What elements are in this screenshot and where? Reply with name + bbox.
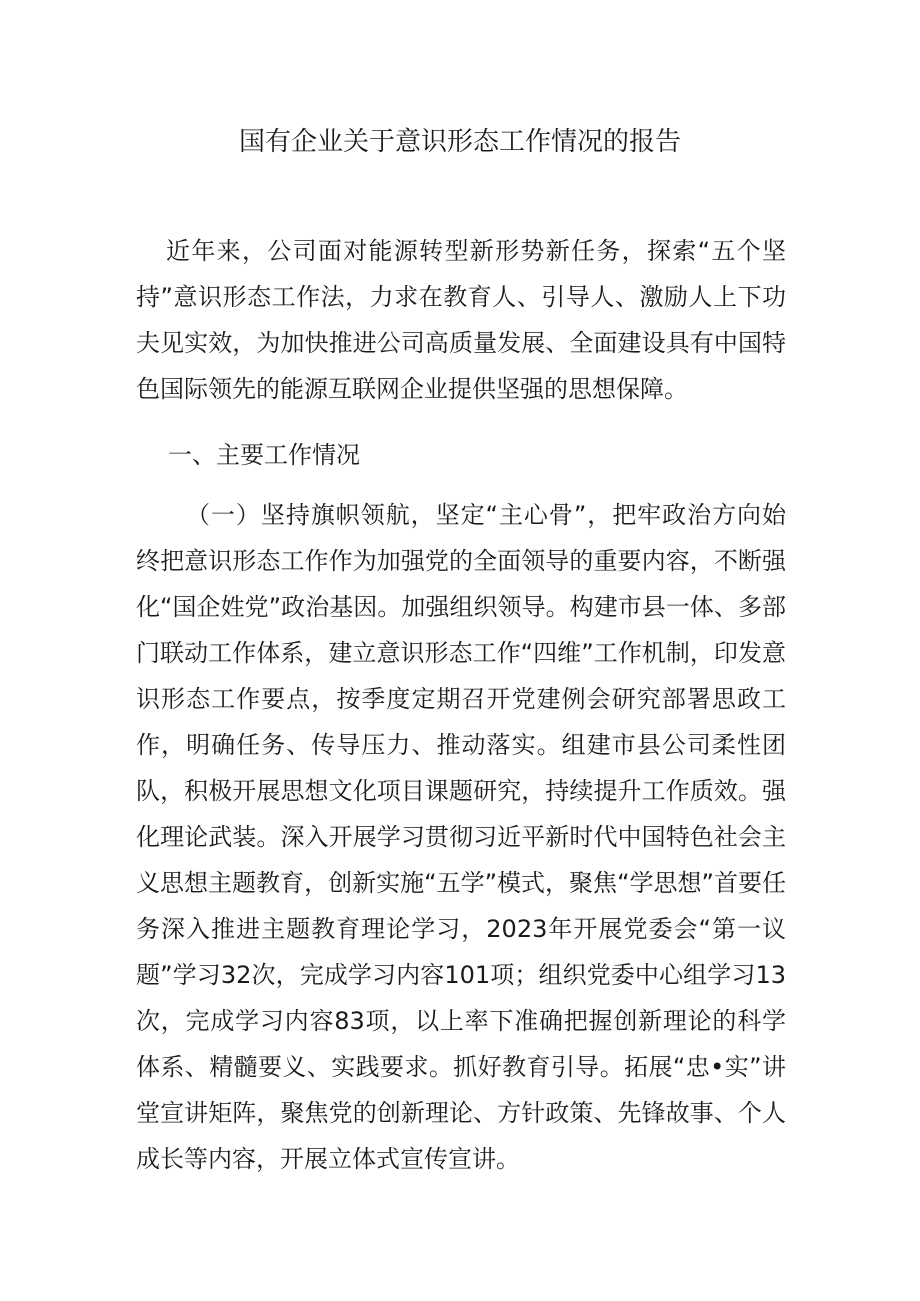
section-paragraph: （一）坚持旗帜领航，坚定“主心骨”，把牢政治方向始终把意识形态工作作为加强党的全面领导的重要内容，不断强化“国企姓党”政治基因。加强组织领导。构建市县一体、多部门联动工作体系，建立意识形态工作“四维”工作机制，印发意识形态工作要点，按季度定期召开党建例会研究部署思政工作，明确任务、传导压力、推动落实。组建市县公司柔性团队，积极开展思想文化项目课题研究，持续提升工作质效。强化理论武装。深入开展学习贯彻习近平新时代中国特色社会主义思想主题教育，创新实施“五学”模式，聚焦“学思想”首要任务深入推进主题教育理论学习，2023年开展党委会“第一议题”学习32次，完成学习内容101项；组织党委中心组学习13次，完成学习内容83项，以上率下准确把握创新理论的科学体系、精髓要义、实践要求。抓好教育引导。拓展“忠•实”讲堂宣讲矩阵，聚焦党的创新理论、方针政策、先锋故事、个人成长等内容，开展立体式宣传宣讲。 <box>136 501 786 1173</box>
document-title: 国有企业关于意识形态工作情况的报告 <box>238 127 681 157</box>
intro-paragraph: 近年来，公司面对能源转型新形势新任务，探索“五个坚持”意识形态工作法，力求在教育人、引导人、激励人上下功夫见实效，为加快推进公司高质量发展、全面建设具有中国特色国际领先的能源互联网企业提供坚强的思想保障。 <box>136 237 786 403</box>
section-heading: 一、主要工作情况 <box>168 441 360 469</box>
